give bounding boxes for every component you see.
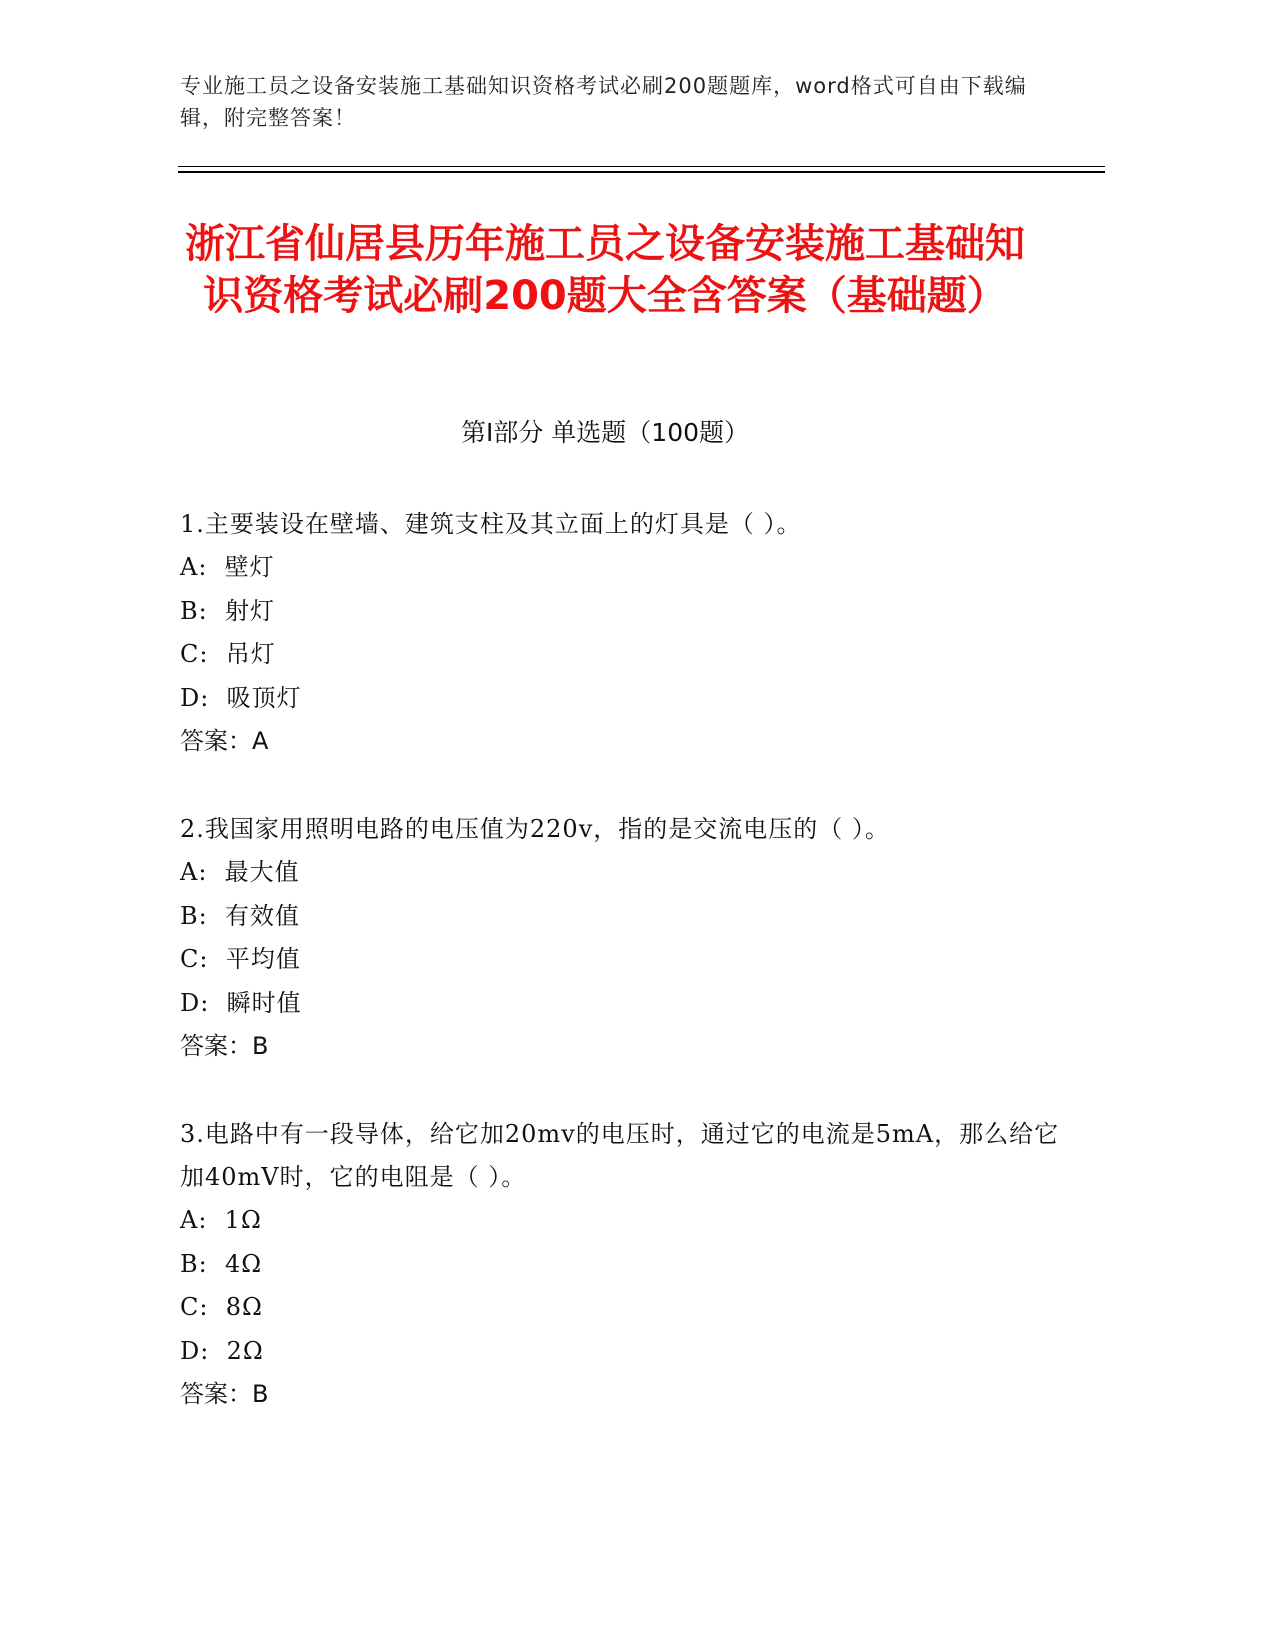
option-c: C: 8Ω bbox=[180, 1293, 263, 1321]
option-a: A: 壁灯 bbox=[180, 553, 275, 581]
question-item bbox=[180, 1113, 1060, 1417]
option-b: B: 射灯 bbox=[180, 596, 275, 625]
document-title: 浙江省仙居县历年施工员之设备安装施工基础知识资格考试必刷200题大全含答案（基础题） bbox=[185, 221, 1025, 319]
option-a: A: 1Ω bbox=[180, 1206, 262, 1234]
option-c: C: 吊灯 bbox=[180, 640, 276, 668]
option-c: C: 平均值 bbox=[180, 945, 301, 973]
question-item bbox=[180, 808, 1060, 1069]
header-note: 专业施工员之设备安装施工基础知识资格考试必刷200题题库，word格式可自由下载编辑，附完整答案！ bbox=[180, 74, 1027, 130]
option-d: D: 2Ω bbox=[180, 1336, 264, 1365]
option-a: A: 最大值 bbox=[180, 858, 300, 886]
header-divider-thick bbox=[178, 171, 1105, 173]
header-divider-thin bbox=[178, 166, 1105, 167]
section-title: 第Ⅰ部分 单选题（100题） bbox=[460, 418, 750, 447]
option-b: B: 4Ω bbox=[180, 1249, 263, 1278]
option-b: B: 有效值 bbox=[180, 901, 300, 930]
option-d: D: 吸顶灯 bbox=[180, 683, 302, 712]
question-stem: 1.主要装设在壁墙、建筑支柱及其立面上的灯具是（ ）。 bbox=[180, 510, 802, 538]
answer-line: 答案：B bbox=[180, 1032, 269, 1060]
question-stem: 3.电路中有一段导体，给它加20mv的电压时，通过它的电流是5mA，那么给它加40mV时，它的电阻是（ ）。 bbox=[180, 1120, 1060, 1191]
answer-line: 答案：B bbox=[180, 1380, 269, 1408]
option-d: D: 瞬时值 bbox=[180, 988, 302, 1017]
question-stem: 2.我国家用照明电路的电压值为220v，指的是交流电压的（ ）。 bbox=[180, 815, 890, 843]
question-item bbox=[180, 503, 1060, 764]
answer-line: 答案：A bbox=[180, 727, 269, 755]
